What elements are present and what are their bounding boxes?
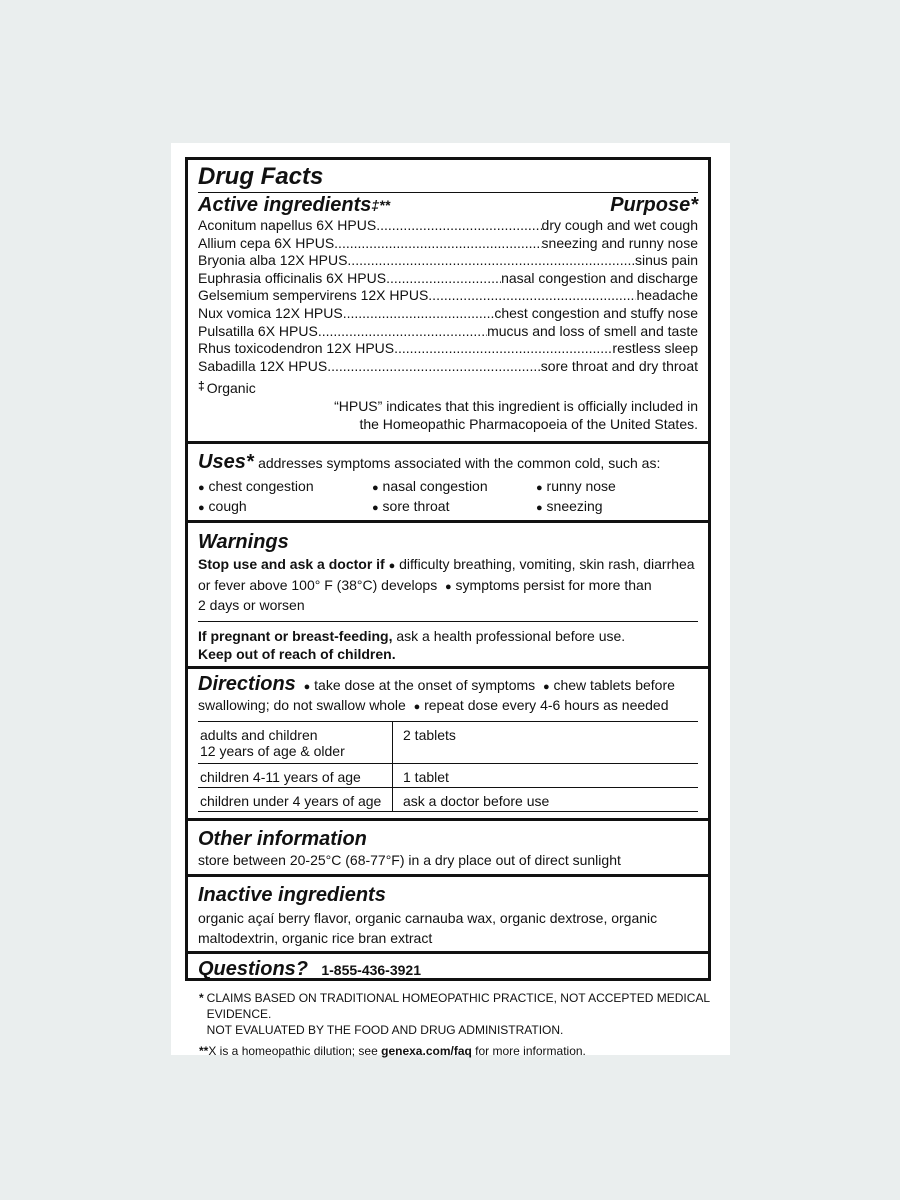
dosage-row bbox=[198, 722, 698, 764]
dose: 2 tablets bbox=[393, 722, 699, 764]
age-group: children under 4 years of age bbox=[198, 788, 393, 812]
use-item: ● chest congestion bbox=[198, 478, 314, 494]
ingredient-row bbox=[198, 235, 698, 253]
ingredient-purpose: dry cough and wet cough bbox=[541, 217, 698, 233]
ingredient-purpose: sore throat and dry throat bbox=[540, 357, 698, 374]
directions-heading: Directions bbox=[198, 673, 296, 695]
stop-use-label: Stop use and ask a doctor if bbox=[198, 556, 385, 572]
ingredient-purpose: restless sleep bbox=[612, 340, 698, 357]
inactive-ingredients-text: organic açaí berry flavor, organic carnauba wax, organic dextrose, organic maltodextrin, organic rice bran extract bbox=[198, 910, 658, 946]
inactive-ingredients-heading: Inactive ingredients bbox=[198, 884, 386, 906]
active-heading-marks: ‡** bbox=[371, 197, 391, 213]
ingredient-row bbox=[198, 217, 698, 235]
faq-link[interactable]: genexa.com/faq bbox=[381, 1044, 472, 1058]
age-group: children 4-11 years of age bbox=[198, 764, 393, 788]
use-item: ● runny nose bbox=[536, 478, 616, 494]
active-heading-row bbox=[198, 193, 698, 217]
ingredient-purpose: sinus pain bbox=[634, 252, 698, 269]
use-item: ● sneezing bbox=[536, 497, 603, 514]
warnings-section bbox=[188, 523, 708, 669]
ingredient-row bbox=[198, 358, 698, 376]
other-information-heading: Other information bbox=[198, 828, 367, 850]
use-item: ● sore throat bbox=[372, 497, 450, 514]
dilution-note: **X is a homeopathic dilution; see genexa.com/faq for more information. bbox=[199, 1044, 586, 1058]
ingredient-row bbox=[198, 252, 698, 270]
phone-number: 1-855-436-3921 bbox=[321, 962, 421, 978]
directions-section: Directions ● take dose at the onset of symptoms ● chew tablets before swallowing; do not swallow whole ● repeat dose every 4-6 hours as needed adults and children 12 years of age & older 2 tablets children 4-11 years of age 1 tablet children under 4 years of age ask a doctor before use bbox=[188, 669, 708, 821]
ingredient-name: Euphrasia officinalis 6X HPUS bbox=[198, 269, 387, 286]
footnotes: * CLAIMS BASED ON TRADITIONAL HOMEOPATHIC PRACTICE, NOT ACCEPTED MEDICAL EVIDENCE. NOT EVALUATED BY THE FOOD AND DRUG ADMINISTRATION. **X is a homeopathic dilution; see genexa.com/faq for more information. bbox=[199, 990, 714, 1059]
age-group: adults and children 12 years of age & older bbox=[198, 722, 393, 764]
ingredient-name: Nux vomica 12X HPUS bbox=[198, 304, 343, 321]
use-item: ● nasal congestion bbox=[372, 478, 488, 494]
uses-intro: addresses symptoms associated with the common cold, such as: bbox=[258, 455, 661, 471]
ingredient-name: Rhus toxicodendron 12X HPUS bbox=[198, 340, 395, 357]
drug-facts-title: Drug Facts bbox=[198, 163, 324, 190]
ingredient-name: Aconitum napellus 6X HPUS bbox=[198, 217, 377, 233]
ingredient-purpose: nasal congestion and discharge bbox=[501, 269, 698, 286]
organic-mark: ‡ bbox=[198, 379, 205, 394]
ingredient-row bbox=[198, 270, 698, 288]
uses-column bbox=[536, 478, 616, 517]
stop-use-text: Stop use and ask a doctor if ● difficulty breathing, vomiting, skin rash, diarrhea or fever above 100° F (38°C) develops ● symptoms persist for more than 2 days or worsen bbox=[198, 556, 695, 613]
use-item: ● cough bbox=[198, 497, 247, 514]
ingredient-name: Gelsemium sempervirens 12X HPUS bbox=[198, 287, 429, 304]
dose: 1 tablet bbox=[393, 764, 699, 788]
ingredient-row bbox=[198, 305, 698, 323]
uses-column bbox=[372, 478, 536, 517]
questions-section bbox=[188, 954, 708, 981]
uses-column bbox=[198, 478, 372, 517]
pregnancy-warning: If pregnant or breast-feeding, ask a health professional before use. Keep out of reach of children. bbox=[198, 627, 626, 662]
other-information-section bbox=[188, 821, 708, 877]
dose: ask a doctor before use bbox=[393, 788, 699, 812]
ingredient-row bbox=[198, 340, 698, 358]
active-ingredients-heading: Active ingredients bbox=[198, 194, 372, 216]
dosage-row bbox=[198, 788, 698, 812]
keep-out-text: Keep out of reach of children. bbox=[198, 645, 396, 662]
drug-facts-panel bbox=[185, 157, 711, 981]
ingredient-purpose: mucus and loss of smell and taste bbox=[487, 322, 698, 339]
ingredient-purpose: sneezing and runny nose bbox=[541, 234, 698, 251]
ingredient-row bbox=[198, 323, 698, 341]
ingredient-name: Sabadilla 12X HPUS bbox=[198, 357, 328, 374]
uses-list bbox=[198, 478, 698, 517]
inactive-ingredients-section bbox=[188, 877, 708, 954]
organic-note bbox=[198, 380, 698, 398]
dosage-table bbox=[198, 721, 698, 812]
ingredient-list bbox=[198, 217, 698, 375]
uses-heading: Uses* bbox=[198, 451, 254, 473]
ingredient-row bbox=[198, 287, 698, 305]
ingredient-name: Bryonia alba 12X HPUS bbox=[198, 252, 348, 269]
dosage-row bbox=[198, 764, 698, 788]
organic-label: Organic bbox=[206, 380, 256, 397]
hpus-note bbox=[198, 398, 698, 433]
ingredient-purpose: headache bbox=[636, 287, 698, 304]
purpose-heading: Purpose* bbox=[610, 194, 698, 216]
active-ingredients-section bbox=[188, 160, 708, 444]
questions-heading: Questions? bbox=[198, 958, 309, 980]
uses-section bbox=[188, 444, 708, 523]
ingredient-name: Allium cepa 6X HPUS bbox=[198, 234, 335, 251]
ingredient-name: Pulsatilla 6X HPUS bbox=[198, 322, 318, 339]
claims-disclaimer: CLAIMS BASED ON TRADITIONAL HOMEOPATHIC PRACTICE, NOT ACCEPTED MEDICAL EVIDENCE. bbox=[206, 991, 710, 1021]
ingredient-purpose: chest congestion and stuffy nose bbox=[494, 304, 698, 321]
hpus-note-line: “HPUS” indicates that this ingredient is officially included in bbox=[334, 397, 698, 414]
warnings-heading: Warnings bbox=[198, 531, 289, 553]
storage-text: store between 20-25°C (68-77°F) in a dry place out of direct sunlight bbox=[198, 852, 621, 868]
hpus-note-line: the Homeopathic Pharmacopoeia of the United States. bbox=[359, 415, 698, 432]
